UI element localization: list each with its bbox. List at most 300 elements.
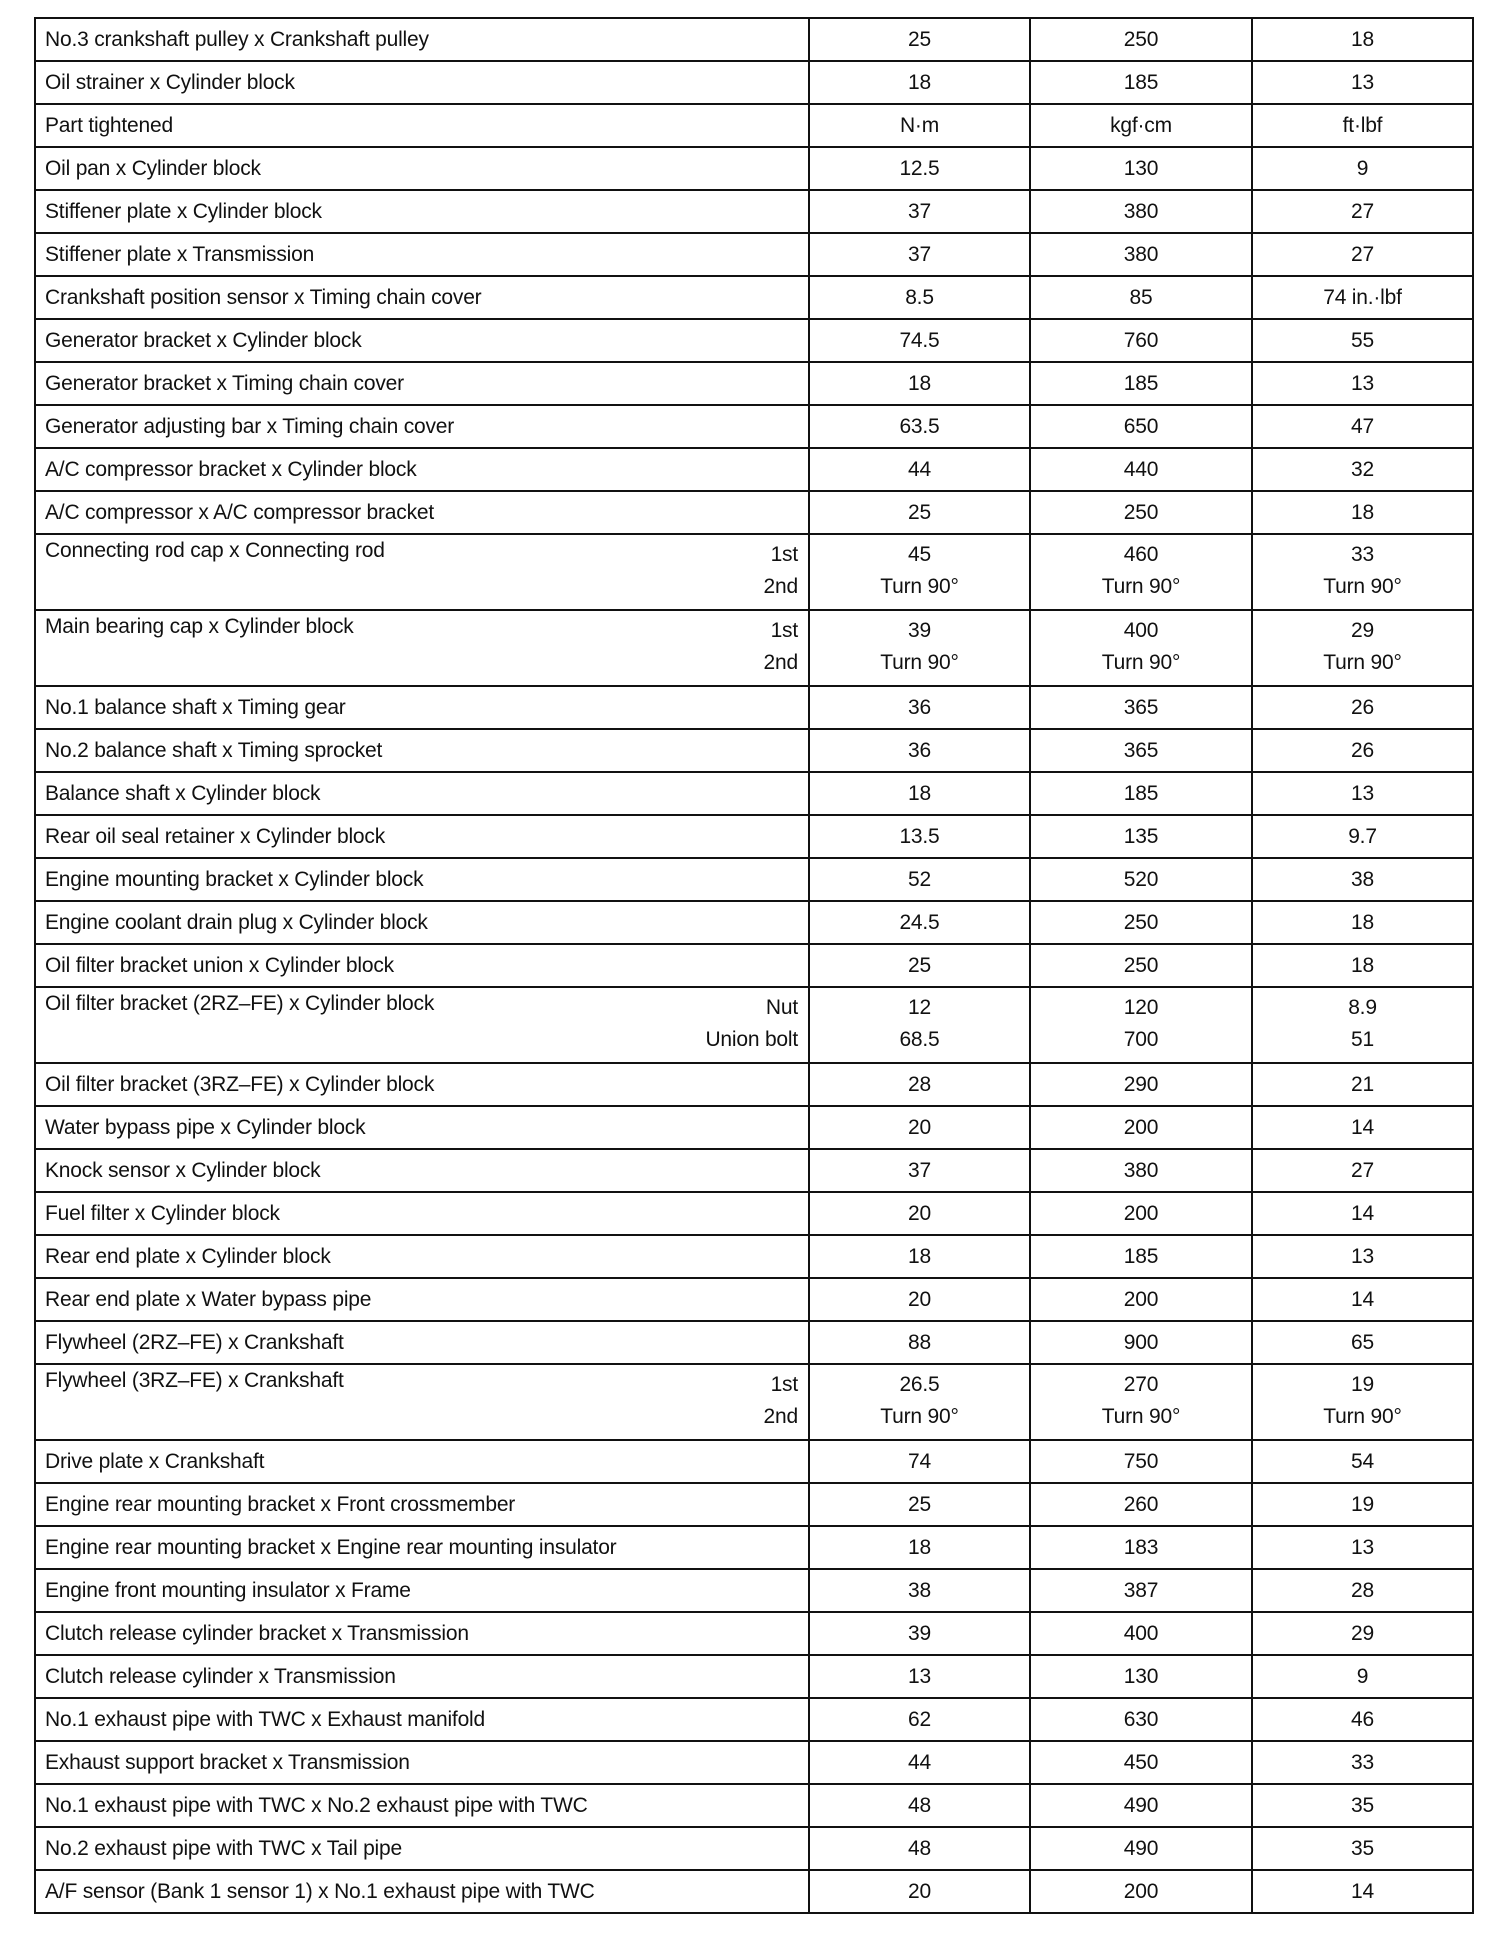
torque-value: 37	[908, 1159, 931, 1182]
torque-value: 35	[1351, 1794, 1374, 1817]
torque-value: 25	[908, 954, 931, 977]
torque-value: 54	[1351, 1450, 1374, 1473]
part-name: Part tightened	[45, 114, 173, 137]
torque-kgfcm-cell	[1030, 815, 1252, 858]
torque-ftlbf-cell	[1252, 1827, 1473, 1870]
torque-ftlbf-cell	[1252, 1235, 1473, 1278]
step-label: 1st	[770, 543, 798, 566]
part-cell	[35, 1106, 809, 1149]
table-row	[35, 448, 1473, 491]
torque-nm-cell	[809, 534, 1030, 610]
torque-kgfcm-cell	[1030, 944, 1252, 987]
part-name: Oil filter bracket (3RZ–FE) x Cylinder block	[45, 1073, 435, 1096]
torque-kgfcm-cell	[1030, 1235, 1252, 1278]
torque-ftlbf-cell	[1252, 1106, 1473, 1149]
torque-value: 490	[1123, 1794, 1159, 1817]
torque-nm-cell	[809, 1149, 1030, 1192]
table-row	[35, 686, 1473, 729]
torque-value: 250	[1123, 28, 1159, 51]
torque-ftlbf-cell	[1252, 1063, 1473, 1106]
part-name: Rear end plate x Water bypass pipe	[45, 1288, 372, 1311]
torque-ftlbf-cell	[1252, 944, 1473, 987]
torque-value: 14	[1351, 1288, 1374, 1311]
torque-nm-cell	[809, 772, 1030, 815]
part-name: Generator bracket x Timing chain cover	[45, 372, 404, 395]
torque-value: 27	[1351, 243, 1374, 266]
table-row	[35, 1612, 1473, 1655]
torque-value: 380	[1123, 243, 1159, 266]
torque-value: 250	[1123, 501, 1159, 524]
part-name: A/C compressor x A/C compressor bracket	[45, 501, 434, 524]
torque-ftlbf-cell	[1252, 147, 1473, 190]
torque-value: 20	[908, 1288, 931, 1311]
torque-kgfcm-cell	[1030, 104, 1252, 147]
torque-nm-cell	[809, 987, 1030, 1063]
part-cell	[35, 1612, 809, 1655]
torque-ftlbf-cell	[1252, 1278, 1473, 1321]
torque-value: 48	[908, 1794, 931, 1817]
torque-value: 18	[908, 1245, 931, 1268]
part-cell	[35, 858, 809, 901]
torque-value: 25	[908, 501, 931, 524]
part-name: Flywheel (2RZ–FE) x Crankshaft	[45, 1331, 344, 1354]
torque-ftlbf-cell	[1252, 362, 1473, 405]
torque-value: 13	[1351, 782, 1374, 805]
torque-nm-cell	[809, 405, 1030, 448]
torque-kgfcm-cell	[1030, 1655, 1252, 1698]
torque-value: 387	[1123, 1579, 1159, 1602]
torque-nm-cell	[809, 1192, 1030, 1235]
torque-value: 9	[1356, 157, 1369, 180]
torque-kgfcm-cell	[1030, 729, 1252, 772]
torque-value: 20	[908, 1116, 931, 1139]
part-cell	[35, 147, 809, 190]
torque-kgfcm-cell	[1030, 61, 1252, 104]
torque-ftlbf-cell	[1252, 1149, 1473, 1192]
torque-value: 200	[1123, 1116, 1159, 1139]
torque-value: 380	[1123, 1159, 1159, 1182]
torque-value: 19	[1351, 1493, 1374, 1516]
torque-value: 13	[1351, 372, 1374, 395]
torque-ftlbf-cell	[1252, 491, 1473, 534]
torque-value: 20	[908, 1880, 931, 1903]
part-cell	[35, 534, 809, 610]
torque-kgfcm-cell	[1030, 1870, 1252, 1913]
part-name: Main bearing cap x Cylinder block	[45, 615, 354, 638]
step-labels	[764, 615, 798, 679]
torque-nm-cell	[809, 1235, 1030, 1278]
table-row	[35, 233, 1473, 276]
part-name: Rear end plate x Cylinder block	[45, 1245, 331, 1268]
torque-ftlbf-cell	[1252, 1321, 1473, 1364]
table-row	[35, 534, 1473, 610]
torque-kgfcm-cell	[1030, 1569, 1252, 1612]
table-row	[35, 276, 1473, 319]
torque-value: 88	[908, 1331, 931, 1354]
torque-ftlbf-cell	[1252, 901, 1473, 944]
torque-value: 290	[1123, 1073, 1159, 1096]
torque-ftlbf-cell	[1252, 276, 1473, 319]
torque-nm-cell	[809, 1321, 1030, 1364]
torque-value: 18	[1351, 28, 1374, 51]
torque-nm-cell	[809, 104, 1030, 147]
torque-kgfcm-cell	[1030, 1063, 1252, 1106]
table-row	[35, 1063, 1473, 1106]
part-cell	[35, 901, 809, 944]
torque-value: 185	[1123, 1245, 1159, 1268]
torque-kgfcm-cell	[1030, 1698, 1252, 1741]
part-name: No.1 balance shaft x Timing gear	[45, 696, 346, 719]
torque-value: 74 in.·lbf	[1323, 286, 1402, 309]
torque-ftlbf-cell	[1252, 1612, 1473, 1655]
torque-value: 185	[1123, 782, 1159, 805]
torque-value: 52	[908, 868, 931, 891]
table-row	[35, 147, 1473, 190]
table-row	[35, 1655, 1473, 1698]
torque-value: 48	[908, 1837, 931, 1860]
torque-kgfcm-cell	[1030, 1149, 1252, 1192]
part-name: Connecting rod cap x Connecting rod	[45, 539, 385, 562]
torque-value: Turn 90°	[1323, 1405, 1402, 1428]
torque-ftlbf-cell	[1252, 405, 1473, 448]
part-name: No.2 balance shaft x Timing sprocket	[45, 739, 383, 762]
torque-value: 250	[1123, 954, 1159, 977]
torque-nm-cell	[809, 1364, 1030, 1440]
torque-value: 185	[1123, 71, 1159, 94]
table-row	[35, 491, 1473, 534]
torque-kgfcm-cell	[1030, 448, 1252, 491]
torque-ftlbf-cell	[1252, 104, 1473, 147]
part-cell	[35, 491, 809, 534]
table-row	[35, 858, 1473, 901]
torque-value: ft·lbf	[1342, 114, 1383, 137]
torque-nm-cell	[809, 448, 1030, 491]
table-row	[35, 901, 1473, 944]
torque-ftlbf-cell	[1252, 1784, 1473, 1827]
torque-kgfcm-cell	[1030, 1364, 1252, 1440]
torque-value: 35	[1351, 1837, 1374, 1860]
torque-ftlbf-cell	[1252, 1440, 1473, 1483]
torque-value: 200	[1123, 1202, 1159, 1225]
table-row	[35, 1569, 1473, 1612]
torque-ftlbf-cell	[1252, 61, 1473, 104]
part-name: Engine coolant drain plug x Cylinder block	[45, 911, 428, 934]
torque-value: 183	[1123, 1536, 1159, 1559]
step-label: 2nd	[763, 575, 798, 598]
torque-value: 29	[1351, 1622, 1374, 1645]
torque-nm-cell	[809, 1278, 1030, 1321]
torque-value: 44	[908, 458, 931, 481]
part-cell	[35, 686, 809, 729]
torque-value: Turn 90°	[1101, 1405, 1181, 1428]
torque-value: 37	[908, 243, 931, 266]
part-name: Knock sensor x Cylinder block	[45, 1159, 321, 1182]
torque-value: 365	[1123, 739, 1159, 762]
torque-kgfcm-cell	[1030, 362, 1252, 405]
step-label: 1st	[770, 1373, 798, 1396]
table-row	[35, 1483, 1473, 1526]
torque-kgfcm-cell	[1030, 987, 1252, 1063]
torque-kgfcm-cell	[1030, 276, 1252, 319]
torque-value: 13	[1351, 1536, 1374, 1559]
torque-ftlbf-cell	[1252, 1870, 1473, 1913]
table-row	[35, 61, 1473, 104]
part-cell	[35, 405, 809, 448]
part-name: Crankshaft position sensor x Timing chain cover	[45, 286, 482, 309]
torque-value: 14	[1351, 1202, 1374, 1225]
torque-kgfcm-cell	[1030, 1741, 1252, 1784]
torque-value: 44	[908, 1751, 931, 1774]
table-row	[35, 1321, 1473, 1364]
table-row	[35, 405, 1473, 448]
torque-kgfcm-cell	[1030, 1192, 1252, 1235]
torque-nm-cell	[809, 1569, 1030, 1612]
torque-value: 135	[1123, 825, 1159, 848]
torque-value: 460	[1123, 543, 1159, 566]
part-cell	[35, 1192, 809, 1235]
torque-value: 700	[1123, 1028, 1159, 1051]
torque-nm-cell	[809, 858, 1030, 901]
torque-value: Turn 90°	[880, 651, 959, 674]
torque-ftlbf-cell	[1252, 1569, 1473, 1612]
torque-value: 250	[1123, 911, 1159, 934]
torque-nm-cell	[809, 686, 1030, 729]
part-cell	[35, 610, 809, 686]
torque-value: 13	[908, 1665, 931, 1688]
torque-kgfcm-cell	[1030, 1827, 1252, 1870]
table-row	[35, 1784, 1473, 1827]
torque-value: 900	[1123, 1331, 1159, 1354]
torque-value: 18	[908, 782, 931, 805]
torque-value: 450	[1123, 1751, 1159, 1774]
torque-value: N·m	[899, 114, 940, 137]
torque-value: 130	[1123, 157, 1159, 180]
torque-ftlbf-cell	[1252, 610, 1473, 686]
torque-value: 8.5	[905, 286, 934, 309]
part-name: Engine mounting bracket x Cylinder block	[45, 868, 424, 891]
torque-nm-cell	[809, 147, 1030, 190]
part-cell	[35, 276, 809, 319]
part-name: Drive plate x Crankshaft	[45, 1450, 265, 1473]
torque-ftlbf-cell	[1252, 815, 1473, 858]
torque-value: 37	[908, 200, 931, 223]
torque-ftlbf-cell	[1252, 18, 1473, 61]
torque-kgfcm-cell	[1030, 147, 1252, 190]
step-labels	[764, 1369, 798, 1433]
torque-nm-cell	[809, 1063, 1030, 1106]
torque-value: Turn 90°	[1101, 651, 1181, 674]
part-cell	[35, 1741, 809, 1784]
part-name: Oil strainer x Cylinder block	[45, 71, 295, 94]
torque-kgfcm-cell	[1030, 1321, 1252, 1364]
torque-nm-cell	[809, 1612, 1030, 1655]
torque-value: 18	[1351, 954, 1374, 977]
torque-nm-cell	[809, 1741, 1030, 1784]
table-row	[35, 1192, 1473, 1235]
part-name: Engine front mounting insulator x Frame	[45, 1579, 411, 1602]
part-cell	[35, 1440, 809, 1483]
torque-kgfcm-cell	[1030, 405, 1252, 448]
part-cell	[35, 61, 809, 104]
torque-value: 650	[1123, 415, 1159, 438]
torque-value: 24.5	[899, 911, 940, 934]
torque-value: 380	[1123, 200, 1159, 223]
torque-value: 46	[1351, 1708, 1374, 1731]
torque-value: 36	[908, 739, 931, 762]
table-row	[35, 1106, 1473, 1149]
torque-value: 750	[1123, 1450, 1159, 1473]
torque-ftlbf-cell	[1252, 729, 1473, 772]
torque-value: 130	[1123, 1665, 1159, 1688]
part-name: Oil filter bracket union x Cylinder block	[45, 954, 394, 977]
torque-value: 400	[1123, 1622, 1159, 1645]
part-name: Balance shaft x Cylinder block	[45, 782, 321, 805]
torque-kgfcm-cell	[1030, 1526, 1252, 1569]
part-name: No.1 exhaust pipe with TWC x Exhaust manifold	[45, 1708, 485, 1731]
torque-kgfcm-cell	[1030, 534, 1252, 610]
table-row	[35, 1698, 1473, 1741]
part-cell	[35, 104, 809, 147]
torque-nm-cell	[809, 1698, 1030, 1741]
torque-kgfcm-cell	[1030, 190, 1252, 233]
torque-value: 400	[1123, 619, 1159, 642]
torque-value: 19	[1351, 1373, 1374, 1396]
torque-kgfcm-cell	[1030, 686, 1252, 729]
part-cell	[35, 729, 809, 772]
table-row	[35, 729, 1473, 772]
table-row	[35, 1827, 1473, 1870]
part-name: Water bypass pipe x Cylinder block	[45, 1116, 366, 1139]
torque-value: 27	[1351, 200, 1374, 223]
part-cell	[35, 1063, 809, 1106]
part-cell	[35, 1483, 809, 1526]
part-cell	[35, 1784, 809, 1827]
part-name: No.2 exhaust pipe with TWC x Tail pipe	[45, 1837, 402, 1860]
torque-nm-cell	[809, 1870, 1030, 1913]
torque-nm-cell	[809, 233, 1030, 276]
part-name: Rear oil seal retainer x Cylinder block	[45, 825, 386, 848]
torque-nm-cell	[809, 1526, 1030, 1569]
torque-nm-cell	[809, 1655, 1030, 1698]
torque-ftlbf-cell	[1252, 1483, 1473, 1526]
part-name: Generator adjusting bar x Timing chain cover	[45, 415, 455, 438]
torque-value: 26.5	[899, 1373, 940, 1396]
part-name: Engine rear mounting bracket x Engine rear mounting insulator	[45, 1536, 617, 1559]
torque-value: Turn 90°	[880, 575, 959, 598]
table-row	[35, 1526, 1473, 1569]
torque-value: 45	[908, 543, 931, 566]
part-cell	[35, 1526, 809, 1569]
torque-value: 33	[1351, 543, 1374, 566]
part-cell	[35, 319, 809, 362]
torque-value: 63.5	[899, 415, 940, 438]
torque-value: 14	[1351, 1880, 1374, 1903]
torque-nm-cell	[809, 815, 1030, 858]
part-cell	[35, 18, 809, 61]
torque-value: 520	[1123, 868, 1159, 891]
torque-ftlbf-cell	[1252, 1655, 1473, 1698]
part-cell	[35, 987, 809, 1063]
torque-nm-cell	[809, 319, 1030, 362]
part-name: Exhaust support bracket x Transmission	[45, 1751, 410, 1774]
part-cell	[35, 1278, 809, 1321]
step-label: Union bolt	[705, 1028, 798, 1051]
torque-kgfcm-cell	[1030, 901, 1252, 944]
torque-ftlbf-cell	[1252, 686, 1473, 729]
torque-value: 490	[1123, 1837, 1159, 1860]
torque-value: 25	[908, 1493, 931, 1516]
torque-ftlbf-cell	[1252, 233, 1473, 276]
torque-value: 25	[908, 28, 931, 51]
table-row	[35, 104, 1473, 147]
torque-nm-cell	[809, 61, 1030, 104]
torque-value: 28	[1351, 1579, 1374, 1602]
torque-ftlbf-cell	[1252, 190, 1473, 233]
step-label: 1st	[770, 619, 798, 642]
torque-kgfcm-cell	[1030, 1612, 1252, 1655]
part-cell	[35, 1235, 809, 1278]
torque-value: 18	[1351, 501, 1374, 524]
torque-kgfcm-cell	[1030, 610, 1252, 686]
part-cell	[35, 362, 809, 405]
table-row	[35, 987, 1473, 1063]
torque-kgfcm-cell	[1030, 233, 1252, 276]
part-cell	[35, 1655, 809, 1698]
part-cell	[35, 1569, 809, 1612]
torque-ftlbf-cell	[1252, 858, 1473, 901]
torque-value: Turn 90°	[1101, 575, 1181, 598]
torque-ftlbf-cell	[1252, 1364, 1473, 1440]
part-name: A/C compressor bracket x Cylinder block	[45, 458, 417, 481]
torque-value: 200	[1123, 1288, 1159, 1311]
torque-value: 9.7	[1348, 825, 1377, 848]
torque-nm-cell	[809, 901, 1030, 944]
torque-nm-cell	[809, 1827, 1030, 1870]
torque-value: 29	[1351, 619, 1374, 642]
torque-value: 68.5	[899, 1028, 940, 1051]
step-labels	[764, 539, 798, 603]
torque-kgfcm-cell	[1030, 1106, 1252, 1149]
torque-value: 62	[908, 1708, 931, 1731]
table-row	[35, 1149, 1473, 1192]
torque-value: Turn 90°	[1323, 575, 1402, 598]
part-name: Oil filter bracket (2RZ–FE) x Cylinder block	[45, 992, 435, 1015]
torque-value: 27	[1351, 1159, 1374, 1182]
torque-value: 13.5	[899, 825, 940, 848]
torque-nm-cell	[809, 729, 1030, 772]
torque-value: 260	[1123, 1493, 1159, 1516]
torque-nm-cell	[809, 362, 1030, 405]
torque-nm-cell	[809, 1440, 1030, 1483]
table-row	[35, 772, 1473, 815]
table-row	[35, 190, 1473, 233]
torque-value: 55	[1351, 329, 1374, 352]
torque-value: 74	[908, 1450, 931, 1473]
step-label: 2nd	[763, 651, 798, 674]
torque-nm-cell	[809, 1106, 1030, 1149]
torque-kgfcm-cell	[1030, 1784, 1252, 1827]
torque-value: 18	[1351, 911, 1374, 934]
torque-nm-cell	[809, 276, 1030, 319]
torque-kgfcm-cell	[1030, 18, 1252, 61]
torque-value: 85	[1129, 286, 1153, 309]
torque-value: 440	[1123, 458, 1159, 481]
torque-value: 18	[908, 372, 931, 395]
torque-nm-cell	[809, 18, 1030, 61]
torque-nm-cell	[809, 491, 1030, 534]
torque-value: 39	[908, 619, 931, 642]
part-cell	[35, 772, 809, 815]
